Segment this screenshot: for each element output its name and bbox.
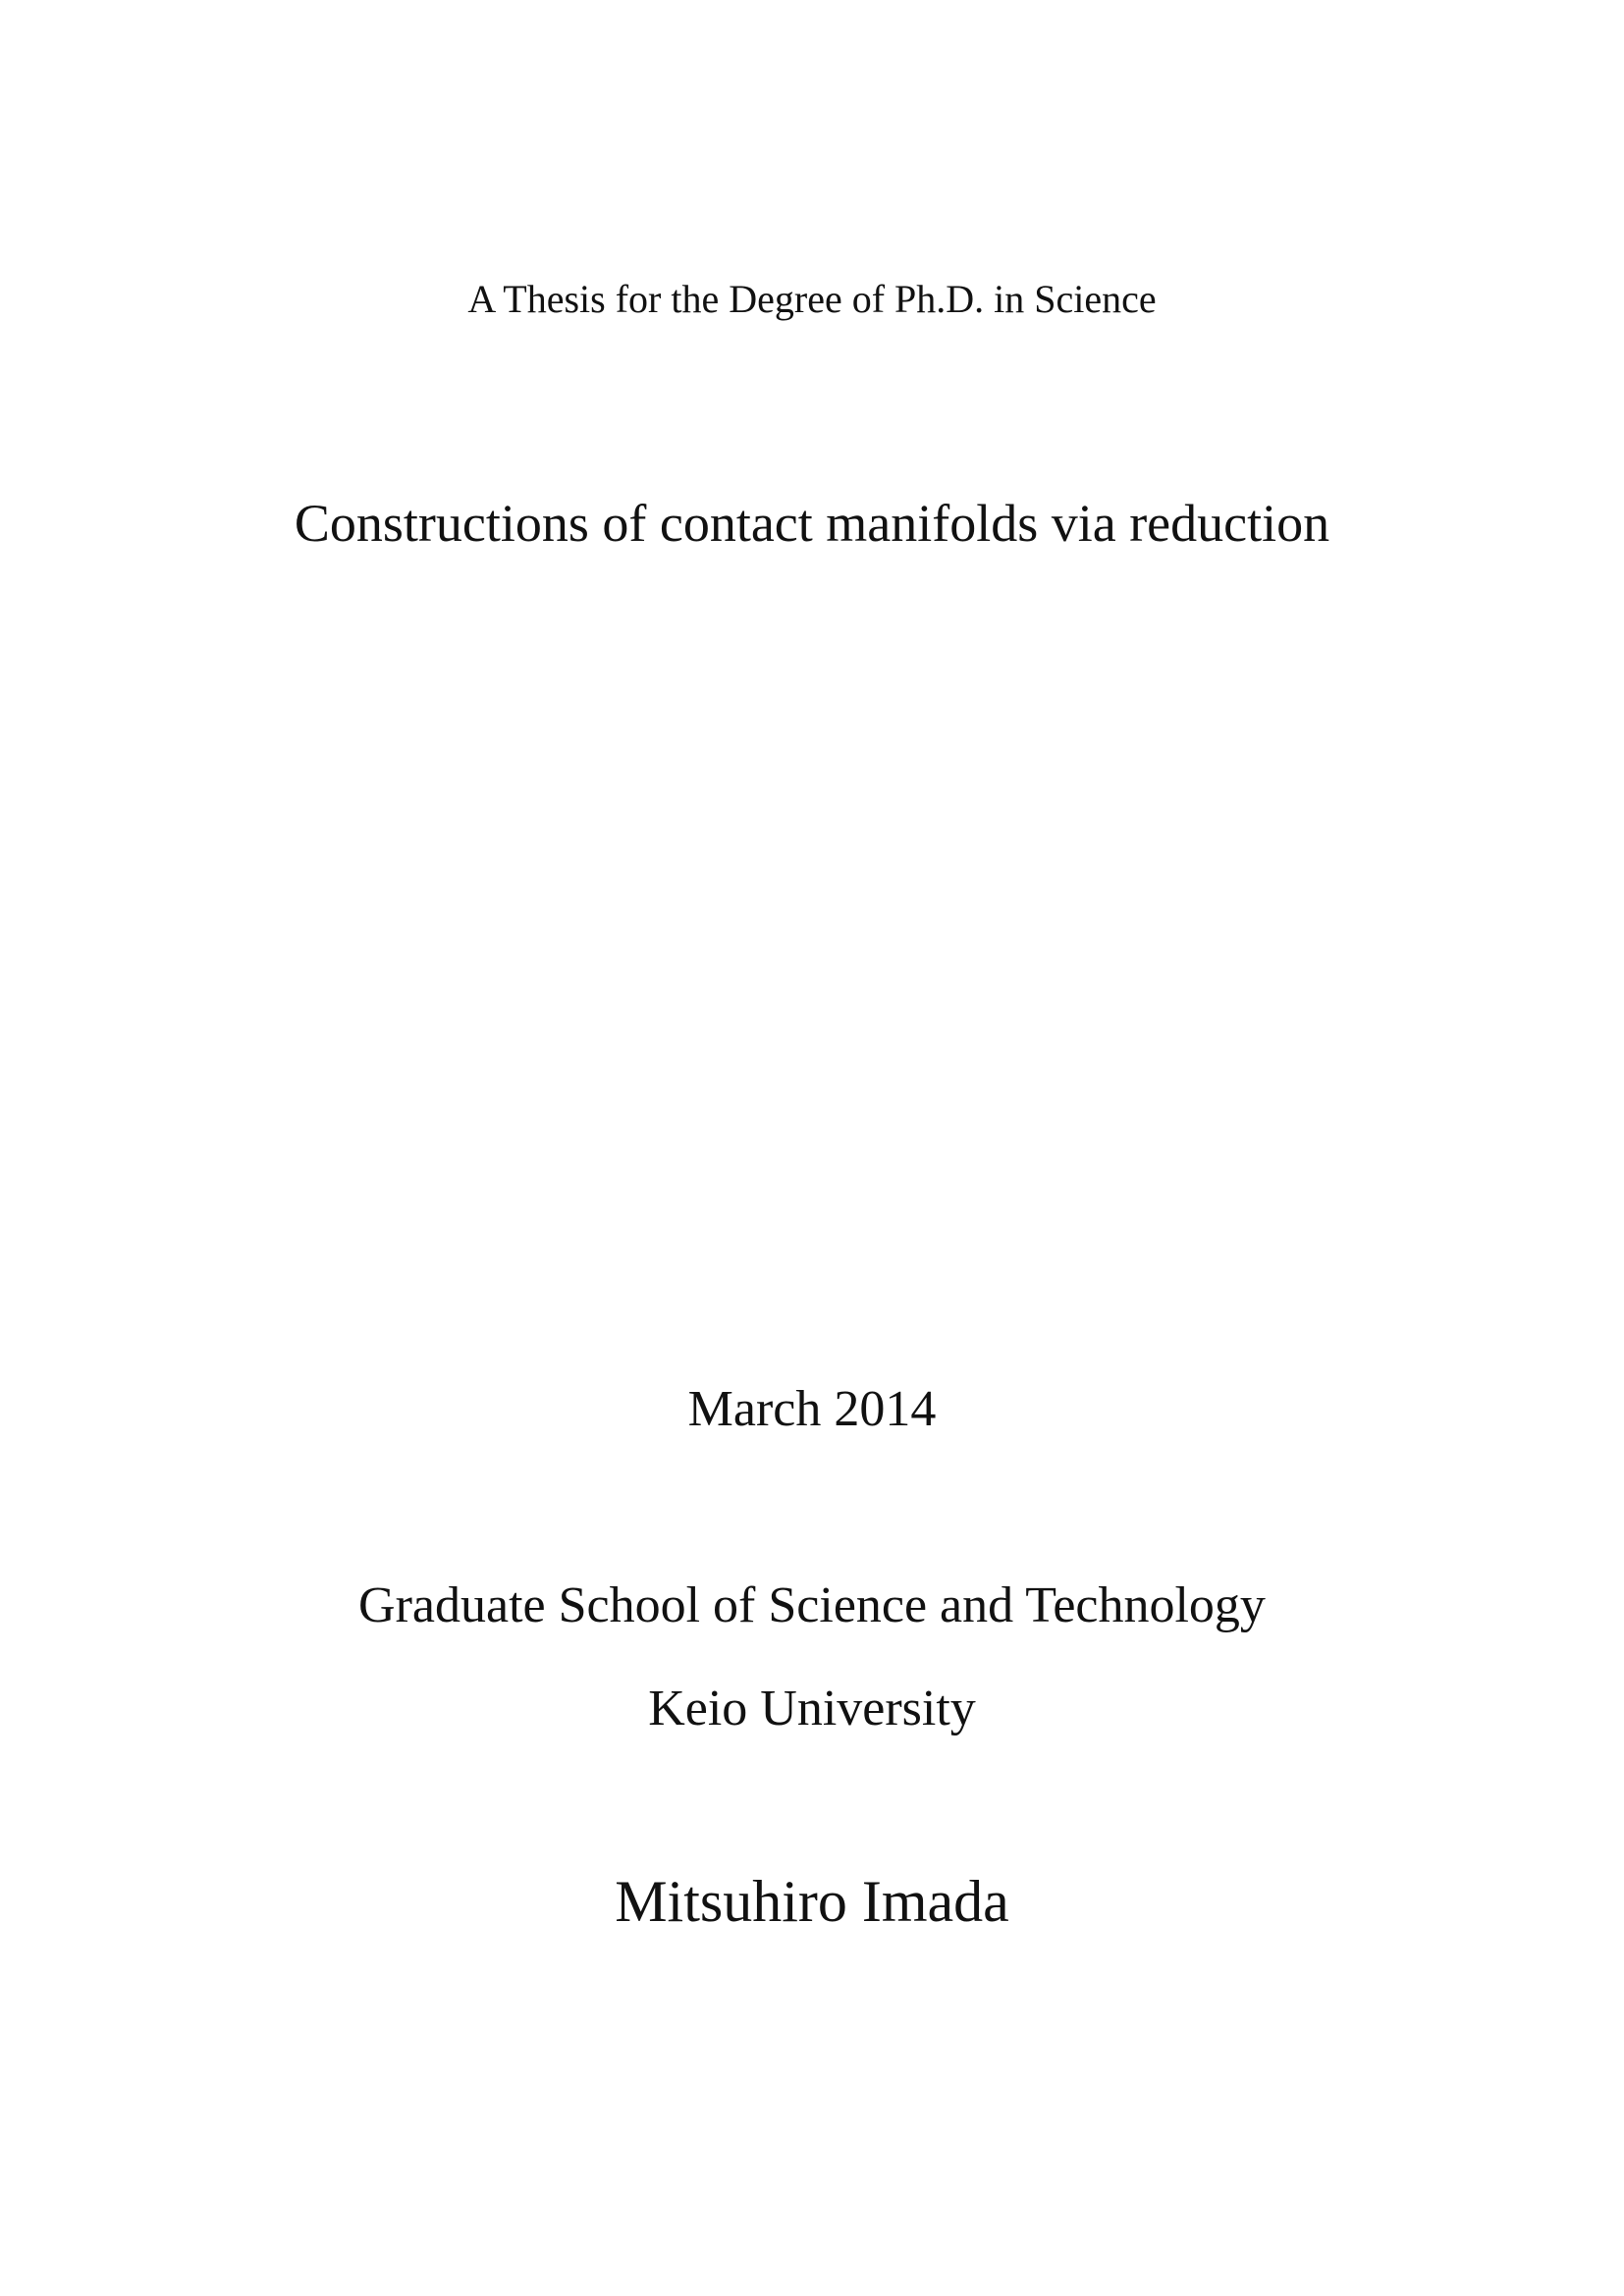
thesis-title: Constructions of contact manifolds via reduction <box>294 494 1330 553</box>
degree-line: A Thesis for the Degree of Ph.D. in Science <box>467 277 1157 321</box>
university-name: Keio University <box>648 1681 976 1736</box>
graduate-school: Graduate School of Science and Technology <box>358 1577 1266 1633</box>
author-name: Mitsuhiro Imada <box>615 1869 1009 1934</box>
submission-date: March 2014 <box>687 1381 937 1437</box>
